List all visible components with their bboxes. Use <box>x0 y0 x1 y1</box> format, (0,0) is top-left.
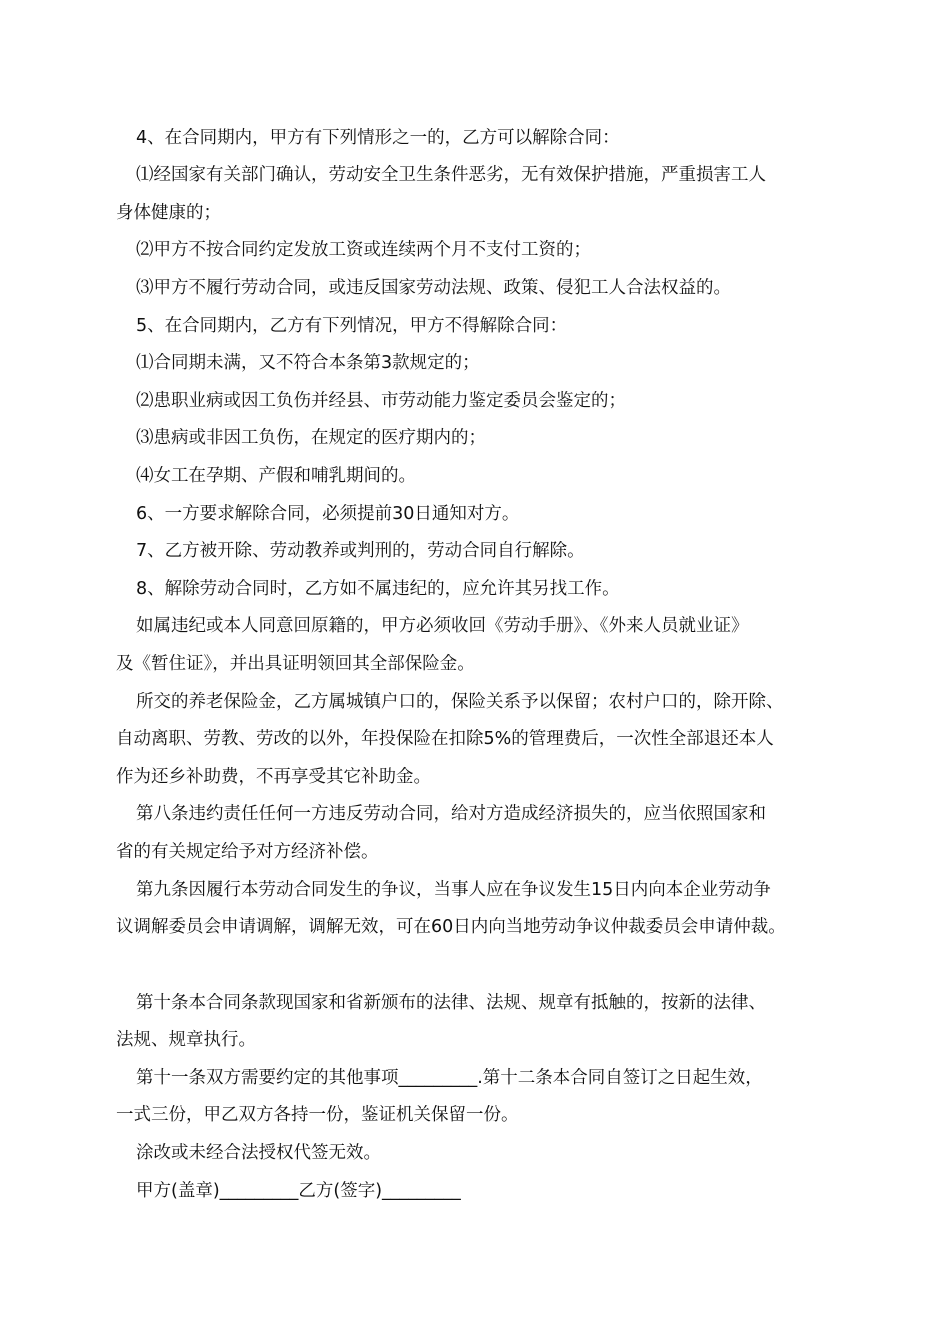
text-line: 身体健康的； <box>116 203 221 223</box>
text-line: 4、在合同期内，甲方有下列情形之一的，乙方可以解除合同： <box>136 128 620 148</box>
text-line: 法规、规章执行。 <box>116 1030 256 1050</box>
text-line: 6、一方要求解除合同，必须提前30日通知对方。 <box>136 504 520 524</box>
text-line: ⑴经国家有关部门确认，劳动安全卫生条件恶劣，无有效保护措施，严重损害工人 <box>136 165 766 185</box>
text-line: 如属违纪或本人同意回原籍的，甲方必须收回《劳动手册》、《外来人员就业证》 <box>136 616 749 636</box>
text-line: 作为还乡补助费，不再享受其它补助金。 <box>116 767 431 787</box>
text-line: 省的有关规定给予对方经济补偿。 <box>116 842 379 862</box>
text-line: 所交的养老保险金，乙方属城镇户口的，保险关系予以保留；农村户口的，除开除、 <box>136 692 784 712</box>
text-line: 第十条本合同条款现国家和省新颁布的法律、法规、规章有抵触的，按新的法律、 <box>136 993 766 1013</box>
text-line: 第八条违约责任任何一方违反劳动合同，给对方造成经济损失的，应当依照国家和 <box>136 804 766 824</box>
text-line: ⑶患病或非因工负伤，在规定的医疗期内的； <box>136 428 486 448</box>
text-line: ⑵患职业病或因工负伤并经县、市劳动能力鉴定委员会鉴定的； <box>136 391 626 411</box>
text-line: ⑵甲方不按合同约定发放工资或连续两个月不支付工资的； <box>136 240 591 260</box>
text-line: 一式三份，甲乙双方各持一份，鉴证机关保留一份。 <box>116 1105 519 1125</box>
text-line: 自动离职、劳教、劳改的以外，年投保险在扣除5%的管理费后，一次性全部退还本人 <box>116 729 774 749</box>
text-line: 涂改或未经合法授权代签无效。 <box>136 1143 381 1163</box>
text-line: 议调解委员会申请调解，调解无效，可在60日内向当地劳动争议仲裁委员会申请仲裁。 <box>116 917 786 937</box>
text-line: ⑶甲方不履行劳动合同，或违反国家劳动法规、政策、侵犯工人合法权益的。 <box>136 278 731 298</box>
text-line: 7、乙方被开除、劳动教养或判刑的，劳动合同自行解除。 <box>136 541 585 561</box>
text-line: ⑷女工在孕期、产假和哺乳期间的。 <box>136 466 416 486</box>
text-line: 8、解除劳动合同时，乙方如不属违纪的，应允许其另找工作。 <box>136 579 620 599</box>
text-line: ⑴合同期未满，又不符合本条第3款规定的； <box>136 353 480 373</box>
text-line: 及《暂住证》，并出具证明领回其全部保险金。 <box>116 654 475 674</box>
text-line: 第九条因履行本劳动合同发生的争议，当事人应在争议发生15日内向本企业劳动争 <box>136 880 771 900</box>
text-line: 第十一条双方需要约定的其他事项_________.第十二条本合同自签订之日起生效， <box>136 1068 763 1088</box>
text-line: 5、在合同期内，乙方有下列情况，甲方不得解除合同： <box>136 316 568 336</box>
signature-line: 甲方(盖章)_________乙方(签字)_________ <box>136 1181 461 1201</box>
